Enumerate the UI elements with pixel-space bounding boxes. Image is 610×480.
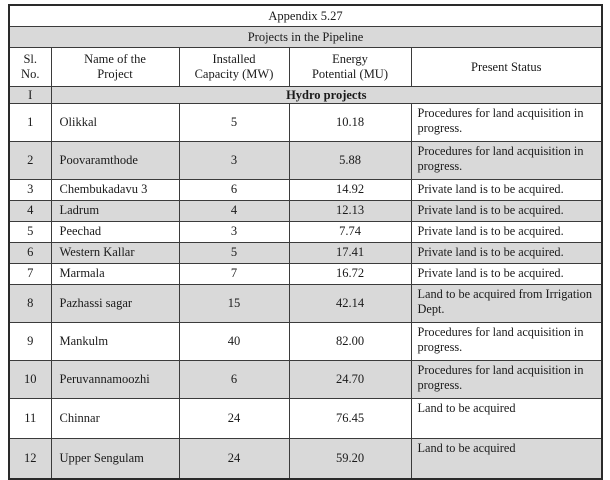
table-row <box>9 104 602 142</box>
cell-present-status: Land to be acquired <box>411 439 602 480</box>
cell-present-status: Private land is to be acquired. <box>411 264 602 285</box>
cell-project-name: Ladrum <box>51 201 179 222</box>
column-header-energy-line2: Potential (MU) <box>311 67 389 81</box>
cell-project-name: Marmala <box>51 264 179 285</box>
column-header-project-name <box>51 48 179 87</box>
cell-installed-capacity: 5 <box>179 104 289 142</box>
cell-installed-capacity: 6 <box>179 180 289 201</box>
cell-sl-no: 1 <box>9 104 51 142</box>
cell-sl-no: 10 <box>9 361 51 399</box>
cell-installed-capacity: 40 <box>179 323 289 361</box>
cell-project-name: Poovaramthode <box>51 142 179 180</box>
cell-sl-no: 4 <box>9 201 51 222</box>
appendix-title-row <box>9 5 602 27</box>
cell-sl-no: 11 <box>9 399 51 439</box>
appendix-table-container <box>8 4 601 480</box>
cell-present-status: Procedures for land acquisition in progress. <box>411 323 602 361</box>
section-number: I <box>9 87 51 104</box>
cell-present-status: Procedures for land acquisition in progress. <box>411 104 602 142</box>
cell-project-name: Chembukadavu 3 <box>51 180 179 201</box>
cell-present-status: Land to be acquired <box>411 399 602 439</box>
cell-sl-no: 8 <box>9 285 51 323</box>
cell-project-name: Peechad <box>51 222 179 243</box>
table-body <box>9 5 602 479</box>
cell-energy-potential: 76.45 <box>289 399 411 439</box>
column-header-present-status: Present Status <box>411 48 602 87</box>
table-row <box>9 142 602 180</box>
column-header-sl-line2: No. <box>21 67 40 81</box>
cell-project-name: Peruvannamoozhi <box>51 361 179 399</box>
cell-energy-potential: 5.88 <box>289 142 411 180</box>
table-row <box>9 285 602 323</box>
cell-energy-potential: 10.18 <box>289 104 411 142</box>
table-row <box>9 399 602 439</box>
cell-sl-no: 3 <box>9 180 51 201</box>
column-header-sl-no <box>9 48 51 87</box>
appendix-subtitle-row <box>9 27 602 48</box>
projects-pipeline-table <box>8 4 603 480</box>
cell-present-status: Private land is to be acquired. <box>411 201 602 222</box>
table-row <box>9 264 602 285</box>
cell-energy-potential: 14.92 <box>289 180 411 201</box>
cell-project-name: Upper Sengulam <box>51 439 179 480</box>
cell-installed-capacity: 6 <box>179 361 289 399</box>
column-header-cap-line2: Capacity (MW) <box>194 67 274 81</box>
cell-installed-capacity: 7 <box>179 264 289 285</box>
cell-project-name: Chinnar <box>51 399 179 439</box>
column-header-energy-potential <box>289 48 411 87</box>
cell-energy-potential: 24.70 <box>289 361 411 399</box>
cell-project-name: Pazhassi sagar <box>51 285 179 323</box>
cell-sl-no: 6 <box>9 243 51 264</box>
table-row <box>9 323 602 361</box>
table-row <box>9 180 602 201</box>
cell-project-name: Mankulm <box>51 323 179 361</box>
column-header-name-line2: Project <box>97 67 133 81</box>
column-header-name-line1: Name of the <box>84 52 146 67</box>
cell-project-name: Western Kallar <box>51 243 179 264</box>
table-row <box>9 361 602 399</box>
cell-installed-capacity: 4 <box>179 201 289 222</box>
table-row <box>9 243 602 264</box>
column-header-sl-line1: Sl. <box>23 52 38 67</box>
cell-installed-capacity: 24 <box>179 439 289 480</box>
cell-present-status: Procedures for land acquisition in progress. <box>411 361 602 399</box>
page-title: Appendix 5.27 <box>9 5 602 27</box>
cell-energy-potential: 82.00 <box>289 323 411 361</box>
cell-sl-no: 7 <box>9 264 51 285</box>
column-header-energy-line1: Energy <box>332 52 368 67</box>
cell-energy-potential: 17.41 <box>289 243 411 264</box>
cell-installed-capacity: 5 <box>179 243 289 264</box>
cell-sl-no: 12 <box>9 439 51 480</box>
cell-installed-capacity: 3 <box>179 142 289 180</box>
cell-present-status: Private land is to be acquired. <box>411 222 602 243</box>
cell-present-status: Private land is to be acquired. <box>411 180 602 201</box>
table-row <box>9 201 602 222</box>
cell-sl-no: 9 <box>9 323 51 361</box>
cell-sl-no: 5 <box>9 222 51 243</box>
cell-present-status: Private land is to be acquired. <box>411 243 602 264</box>
cell-present-status: Land to be acquired from Irrigation Dept. <box>411 285 602 323</box>
table-row <box>9 222 602 243</box>
cell-energy-potential: 7.74 <box>289 222 411 243</box>
section-label: Hydro projects <box>51 87 602 104</box>
cell-project-name: Olikkal <box>51 104 179 142</box>
cell-sl-no: 2 <box>9 142 51 180</box>
section-header-row-hydro <box>9 87 602 104</box>
table-row <box>9 439 602 480</box>
cell-present-status: Procedures for land acquisition in progress. <box>411 142 602 180</box>
column-header-installed-capacity <box>179 48 289 87</box>
cell-installed-capacity: 3 <box>179 222 289 243</box>
column-header-cap-line1: Installed <box>212 52 256 67</box>
cell-energy-potential: 59.20 <box>289 439 411 480</box>
cell-installed-capacity: 24 <box>179 399 289 439</box>
cell-energy-potential: 42.14 <box>289 285 411 323</box>
cell-installed-capacity: 15 <box>179 285 289 323</box>
cell-energy-potential: 16.72 <box>289 264 411 285</box>
cell-energy-potential: 12.13 <box>289 201 411 222</box>
table-header-row <box>9 48 602 87</box>
table-subtitle: Projects in the Pipeline <box>9 27 602 48</box>
